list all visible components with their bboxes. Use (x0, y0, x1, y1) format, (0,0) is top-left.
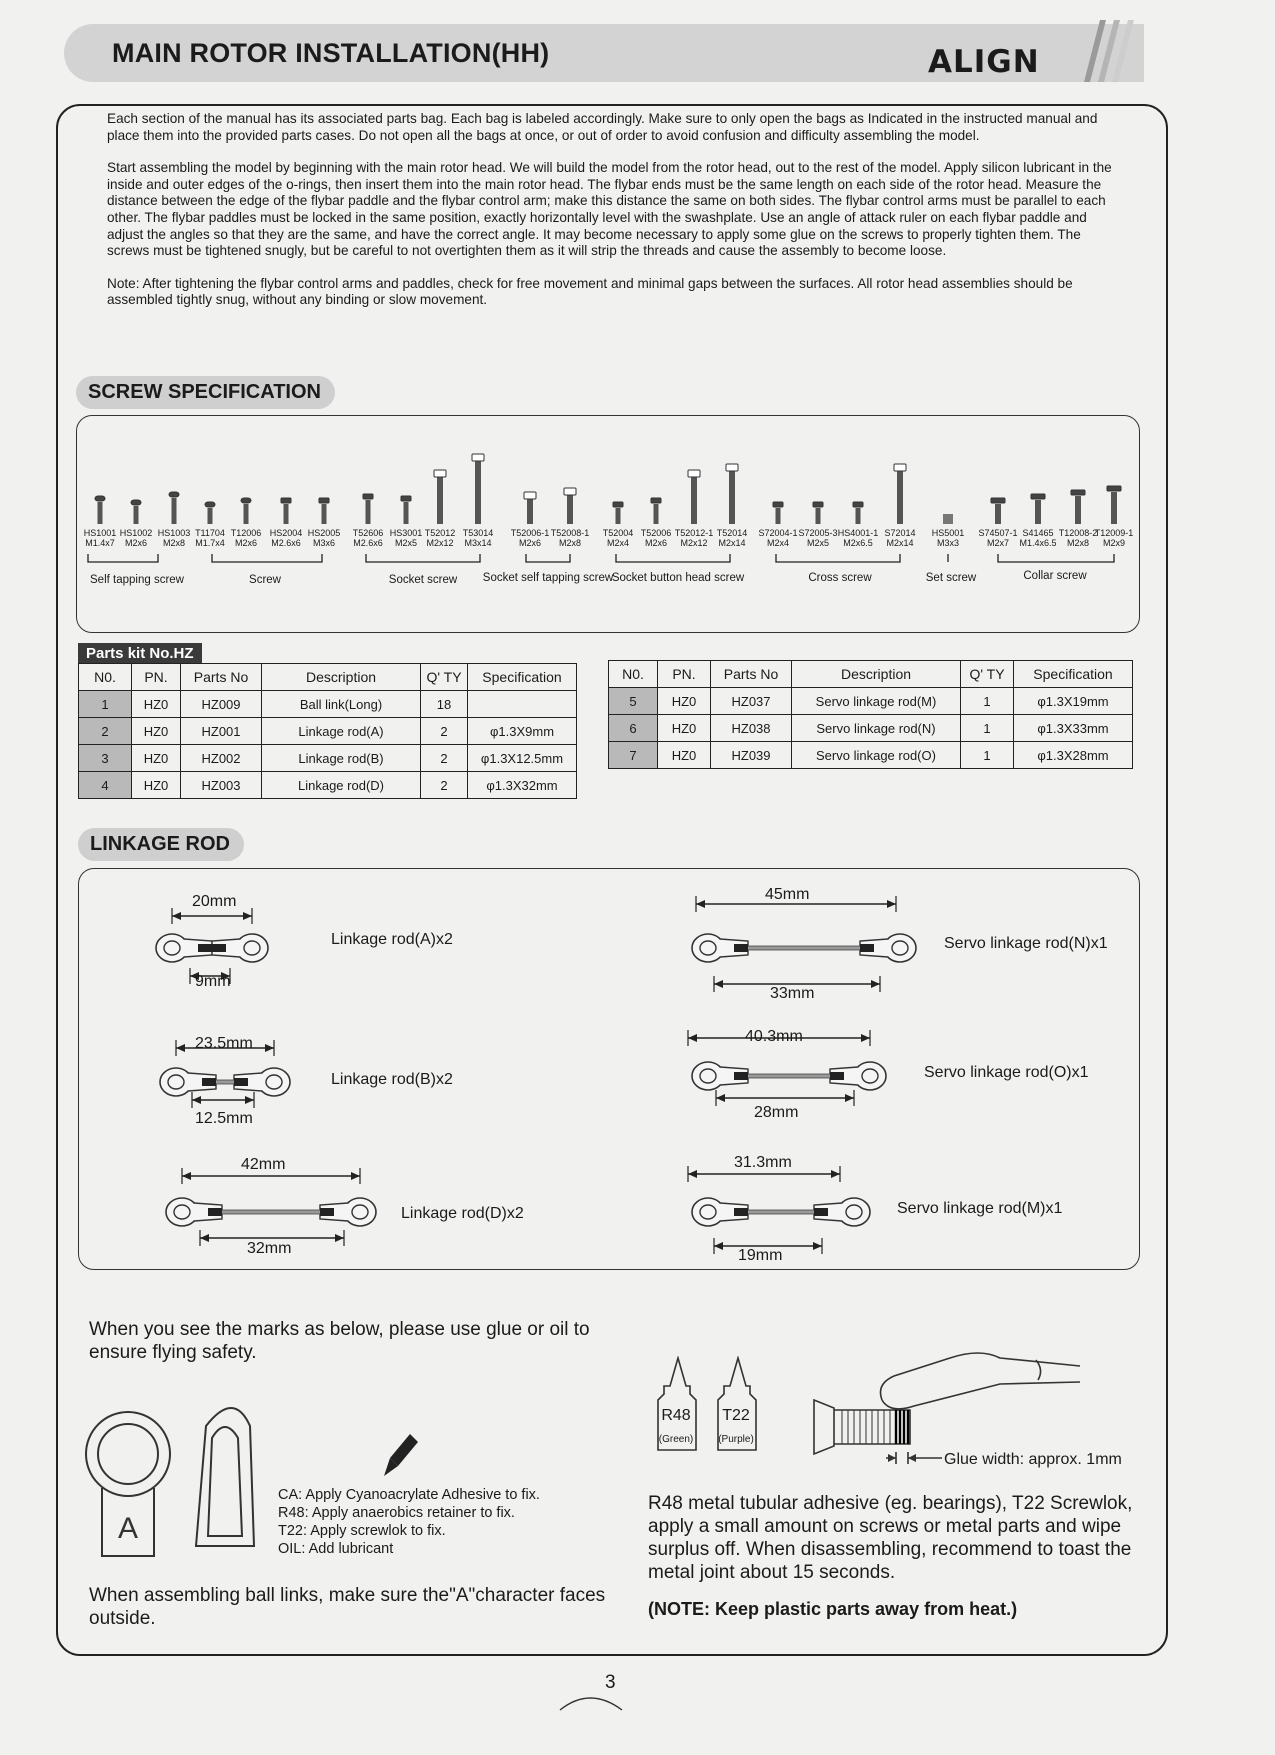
cell-no: 5 (609, 688, 658, 715)
linkage-rod-title: LINKAGE ROD (78, 828, 244, 861)
cell-no: 4 (79, 772, 132, 799)
rod-a-overall-dim: 20mm (192, 893, 237, 910)
cell-parts-no: HZ002 (181, 745, 262, 772)
ball-link-letter: A (118, 1512, 139, 1545)
screw-16-icon (688, 470, 700, 524)
cell-parts-no: HZ038 (711, 715, 792, 742)
screw-2-icon (131, 500, 141, 524)
bracket-socket-button (616, 554, 730, 562)
screw-7-icon (319, 498, 329, 524)
screw-size: M2x4 (766, 538, 789, 548)
cell-spec: φ1.3X19mm (1014, 688, 1133, 715)
heat-warning-note: (NOTE: Keep plastic parts away from heat.) (648, 1599, 1018, 1619)
legend-ca: CA: Apply Cyanoacrylate Adhesive to fix. (278, 1487, 540, 1503)
screw-code: T52012 (424, 528, 456, 538)
ball-link-note: When assembling ball links, make sure the"A"character faces outside. (89, 1585, 606, 1629)
linkage-rod-4-icon (692, 896, 916, 992)
screw-group-brackets (78, 540, 1138, 570)
screw-size: M2.6x6 (271, 538, 301, 548)
screw-code: T52004 (602, 528, 634, 538)
screw-26-icon (1107, 486, 1121, 524)
parts-table-left (78, 663, 577, 799)
rod-b-inner-dim: 12.5mm (195, 1110, 253, 1127)
cell-parts-no: HZ001 (181, 718, 262, 745)
ball-link-drawing (78, 1396, 278, 1566)
col-no: N0. (609, 661, 658, 688)
bracket-self-tapping (88, 554, 158, 562)
screw-size: M3x6 (312, 538, 335, 548)
screw-size: M2x8 (162, 538, 185, 548)
legend-oil: OIL: Add lubricant (278, 1541, 394, 1557)
screw-size: M1.4x6.5 (1019, 538, 1057, 548)
linkage-rod-6-icon (688, 1166, 870, 1254)
screw-24-icon (1031, 494, 1045, 524)
col-pn: PN. (132, 664, 181, 691)
screw-23-icon (991, 498, 1005, 524)
rod-o-inner-dim: 28mm (754, 1104, 799, 1121)
screw-code: S74507-1 (978, 528, 1018, 538)
screw-8-icon (363, 494, 373, 524)
screw-15-icon (651, 498, 661, 524)
rod-a-inner-dim: 9mm (195, 973, 231, 990)
rod-b-label: Linkage rod(B)x2 (331, 1071, 453, 1088)
screw-code: T52606 (352, 528, 384, 538)
rod-m-overall-dim: 31.3mm (734, 1154, 792, 1171)
screw-4-icon (205, 502, 215, 524)
cell-description: Linkage rod(A) (262, 718, 421, 745)
screw-size: M2x6 (644, 538, 667, 548)
rod-a-label: Linkage rod(A)x2 (331, 931, 453, 948)
rod-n-label: Servo linkage rod(N)x1 (944, 935, 1108, 952)
category-self-tapping: Self tapping screw (90, 574, 184, 586)
linkage-rod-3-icon (166, 1168, 376, 1246)
screw-code: T52012-1 (674, 528, 714, 538)
screw-code: S72004-1 (758, 528, 798, 538)
screw-code: HS1002 (119, 528, 153, 538)
legend-r48: R48: Apply anaerobics retainer to fix. (278, 1505, 515, 1521)
cell-spec (468, 691, 577, 718)
cell-parts-no: HZ037 (711, 688, 792, 715)
category-set: Set screw (925, 572, 977, 584)
screw-13-icon (564, 488, 576, 524)
screw-size: M3x3 (936, 538, 959, 548)
ball-link-ring-inner (98, 1424, 158, 1484)
screw-size: M2x6 (518, 538, 541, 548)
cell-description: Servo linkage rod(M) (792, 688, 961, 715)
cell-pn: HZ0 (658, 688, 711, 715)
bracket-cross (776, 554, 900, 562)
rod-m-inner-dim: 19mm (738, 1247, 783, 1264)
screw-drawings (78, 440, 1138, 530)
category-socket: Socket screw (388, 574, 458, 586)
table-row (609, 742, 1133, 769)
cell-qty: 1 (961, 715, 1014, 742)
cell-description: Ball link(Long) (262, 691, 421, 718)
ball-link-side (196, 1408, 254, 1546)
page-title: MAIN ROTOR INSTALLATION(HH) (112, 38, 550, 68)
cell-qty: 2 (421, 772, 468, 799)
screw-code: S41465 (1022, 528, 1054, 538)
cell-parts-no: HZ003 (181, 772, 262, 799)
screw-size: M2x8 (1066, 538, 1089, 548)
table-row (79, 718, 577, 745)
screw-code: T12006 (230, 528, 262, 538)
screw-size: M2x6.5 (843, 538, 873, 548)
cell-spec: φ1.3X28mm (1014, 742, 1133, 769)
screw-22-icon (943, 514, 953, 524)
col-description: Description (262, 664, 421, 691)
cell-no: 6 (609, 715, 658, 742)
screw-size: M1.7x4 (195, 538, 225, 548)
cell-spec: φ1.3X32mm (468, 772, 577, 799)
align-logo: ALIGN (928, 44, 1040, 80)
screw-head (814, 1400, 834, 1454)
screw-size: M2x12 (426, 538, 454, 548)
screw-size: M3x14 (464, 538, 492, 548)
parts-table-right (608, 660, 1133, 769)
finger-icon (881, 1353, 1081, 1400)
col-qty: Q' TY (421, 664, 468, 691)
cell-no: 2 (79, 718, 132, 745)
table-row (79, 745, 577, 772)
intro-text (107, 111, 1117, 325)
screw-size: M2x12 (680, 538, 708, 548)
col-parts-no: Parts No (181, 664, 262, 691)
col-parts-no: Parts No (711, 661, 792, 688)
screw-code: T52006 (640, 528, 672, 538)
cell-pn: HZ0 (132, 691, 181, 718)
screw-17-icon (726, 464, 738, 524)
col-spec: Specification (468, 664, 577, 691)
screw-21-icon (894, 464, 906, 524)
screw-code: T52014 (716, 528, 748, 538)
rod-d-label: Linkage rod(D)x2 (401, 1205, 524, 1222)
category-socket-self-tapping: Socket self tapping screw (482, 572, 614, 584)
screw-spec-title: SCREW SPECIFICATION (76, 376, 335, 409)
cell-pn: HZ0 (132, 745, 181, 772)
cell-no: 1 (79, 691, 132, 718)
cell-qty: 1 (961, 742, 1014, 769)
bracket-socket-self-tapping (526, 554, 570, 562)
cell-parts-no: HZ039 (711, 742, 792, 769)
rod-n-inner-dim: 33mm (770, 985, 815, 1002)
rod-m-label: Servo linkage rod(M)x1 (897, 1200, 1063, 1217)
col-no: N0. (79, 664, 132, 691)
adhesive-note: R48 metal tubular adhesive (eg. bearings), T22 Screwlok, apply a small amount on screws or metal parts and wipe surplus off. When disassembling, recommend to toast the metal joint about 15 seconds. (648, 1493, 1133, 1583)
category-screw: Screw (249, 574, 281, 586)
screw-code: T12009-1 (1094, 528, 1134, 538)
screw-6-icon (281, 498, 291, 524)
screw-10-icon (434, 470, 446, 524)
table-row (609, 715, 1133, 742)
cell-description: Servo linkage rod(N) (792, 715, 961, 742)
parts-kit-label: Parts kit No.HZ (78, 643, 202, 664)
screw-size: M2x14 (718, 538, 746, 548)
screw-size: M2x6 (234, 538, 257, 548)
col-spec: Specification (1014, 661, 1133, 688)
cell-spec: φ1.3X9mm (468, 718, 577, 745)
screw-code: T52006-1 (510, 528, 550, 538)
bracket-screw (212, 554, 322, 562)
cell-spec: φ1.3X12.5mm (468, 745, 577, 772)
screw-code: T53014 (462, 528, 494, 538)
rod-b-overall-dim: 23.5mm (195, 1035, 253, 1052)
screw-size: M2x8 (558, 538, 581, 548)
screw-14-icon (613, 502, 623, 524)
r48-bottle-label: R48 (661, 1407, 691, 1424)
screw-11-icon (472, 454, 484, 524)
screw-size: M2x4 (606, 538, 629, 548)
screw-code: S72014 (884, 528, 916, 538)
page-number: 3 (605, 1672, 616, 1693)
screw-12-icon (524, 492, 536, 524)
cell-qty: 2 (421, 745, 468, 772)
t22-bottle-label: T22 (722, 1407, 750, 1424)
glue-legend (278, 1486, 540, 1558)
t22-bottle-color: (Purple) (718, 1434, 754, 1445)
screw-code: T11704 (195, 528, 225, 538)
screw-code: HS1001 (83, 528, 117, 538)
screw-code: HS2005 (307, 528, 341, 538)
intro-paragraph-1: Each section of the manual has its associated parts bag. Each bag is labeled accordingly. Make sure to only open the bags as Indicated in the instructed manual and place them into the provided parts cases. Do not open all the bags at once, or out of order to avoid confusion and difficulty assembling the model. (107, 111, 1098, 143)
screw-size: M2x6 (124, 538, 147, 548)
rod-o-label: Servo linkage rod(O)x1 (924, 1064, 1089, 1081)
ca-glue-bottle-icon (380, 1432, 420, 1482)
screw-code: HS4001-1 (837, 528, 879, 538)
table-row (609, 688, 1133, 715)
page-curve (558, 1692, 624, 1712)
category-socket-button: Socket button head screw (611, 572, 745, 584)
intro-paragraph-2: Start assembling the model by beginning with the main rotor head. We will build the model from the rotor head, out to the rest of the model. Apply silicon lubricant in the inside and outer edges of the o-rings, then insert them into the main rotor head. The flybar ends must be the same length on each side of the rotor head. Measure the distance between the edge of the flybar paddle and the flybar control arm; make this distance the same on both sides. The flybar control arms must be parallel to each other. The flybar paddles must be locked in the same position, exactly horizontally level with the swashplate. Use an angle of attack ruler on each flybar paddle and adjust the angles so that they are the same, and have the correct angle. It may become necessary to apply some glue on the screws to properly tighten them. The screws must be tightened snugly, but be careful to not overtighten them as it will strip the threads and cause the assembly to become loose. (107, 160, 1112, 259)
screw-9-icon (401, 496, 411, 524)
bracket-collar (998, 554, 1114, 562)
glue-intro-text: When you see the marks as below, please use glue or oil to ensure flying safety. (89, 1319, 590, 1363)
screw-code: HS3001 (389, 528, 423, 538)
screw-size: M2x5 (806, 538, 829, 548)
table-row (79, 691, 577, 718)
intro-paragraph-3: Note: After tightening the flybar control arms and paddles, check for free movement and minimal gaps between the surfaces. All rotor head assemblies should be assembled tightly snug, without any binding or slow movement. (107, 275, 1073, 308)
screw-code: T12008-2 (1058, 528, 1098, 538)
screw-18-icon (773, 502, 783, 524)
cell-pn: HZ0 (658, 715, 711, 742)
screw-19-icon (813, 502, 823, 524)
cell-qty: 1 (961, 688, 1014, 715)
screw-size: M2x7 (986, 538, 1009, 548)
screw-size: M2.6x6 (353, 538, 383, 548)
cell-parts-no: HZ009 (181, 691, 262, 718)
r48-bottle-color: (Green) (658, 1434, 694, 1445)
table-row (79, 772, 577, 799)
cell-pn: HZ0 (658, 742, 711, 769)
rod-d-overall-dim: 42mm (241, 1156, 286, 1173)
cell-qty: 2 (421, 718, 468, 745)
legend-t22: T22: Apply screwlok to fix. (278, 1523, 446, 1539)
screw-code: HS5001 (931, 528, 965, 538)
screw-3-icon (169, 492, 179, 524)
screw-1-icon (95, 496, 105, 524)
screw-5-icon (241, 498, 251, 524)
cell-no: 3 (79, 745, 132, 772)
cell-pn: HZ0 (132, 718, 181, 745)
screw-code: T52008-1 (550, 528, 590, 538)
cell-pn: HZ0 (132, 772, 181, 799)
screw-20-icon (853, 502, 863, 524)
screw-size: M1.4x7 (85, 538, 115, 548)
screw-size: M2x5 (394, 538, 417, 548)
category-collar: Collar screw (1023, 570, 1087, 582)
rod-o-overall-dim: 40.3mm (745, 1028, 803, 1045)
cell-description: Servo linkage rod(O) (792, 742, 961, 769)
screw-size: M2x9 (1102, 538, 1125, 548)
glue-width-label: Glue width: approx. 1mm (944, 1451, 1122, 1468)
bracket-socket (366, 554, 480, 562)
screw-code: S72005-3 (798, 528, 838, 538)
col-pn: PN. (658, 661, 711, 688)
category-cross: Cross screw (808, 572, 872, 584)
rod-d-inner-dim: 32mm (247, 1240, 292, 1257)
col-qty: Q' TY (961, 661, 1014, 688)
screw-code: HS2004 (269, 528, 303, 538)
cell-spec: φ1.3X33mm (1014, 715, 1133, 742)
cell-qty: 18 (421, 691, 468, 718)
cell-no: 7 (609, 742, 658, 769)
cell-description: Linkage rod(D) (262, 772, 421, 799)
screw-25-icon (1071, 490, 1085, 524)
col-description: Description (792, 661, 961, 688)
screw-code: HS1003 (157, 528, 191, 538)
screw-size: M2x14 (886, 538, 914, 548)
cell-description: Linkage rod(B) (262, 745, 421, 772)
rod-n-overall-dim: 45mm (765, 886, 810, 903)
logo-stripes-icon (1070, 20, 1140, 82)
